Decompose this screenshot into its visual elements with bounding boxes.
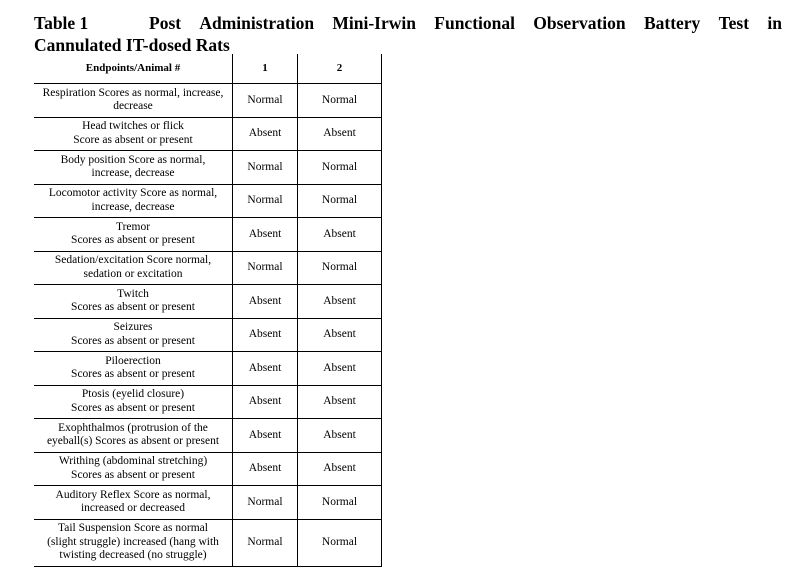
endpoint-text-line: increase, decrease: [91, 200, 175, 213]
endpoint-text-line: Tremor: [115, 220, 151, 233]
endpoint-text-line: Writhing (abdominal stretching): [58, 455, 208, 468]
table-row: [34, 486, 382, 520]
table-label: Table 1: [34, 13, 89, 33]
animal-2-result-cell: Absent: [298, 117, 382, 151]
title-word: Administration: [199, 13, 315, 33]
endpoint-text-line: Auditory Reflex Score as normal,: [55, 488, 211, 501]
table-row: [34, 352, 382, 386]
table-row: [34, 385, 382, 419]
endpoint-text-line: Score as absent or present: [73, 133, 193, 146]
caption-line-1: [34, 12, 782, 34]
animal-1-result-cell: Absent: [233, 117, 298, 151]
animal-1-result-cell: Normal: [233, 184, 298, 218]
animal-2-result-cell: Normal: [298, 184, 382, 218]
animal-2-result-cell: Normal: [298, 519, 382, 566]
table-body: [34, 84, 382, 567]
endpoint-text-line: twisting decreased (no struggle): [59, 549, 207, 562]
table-row: [34, 419, 382, 453]
endpoint-text-line: increase, decrease: [91, 167, 175, 180]
endpoint-text-line: increased or decreased: [80, 502, 186, 515]
endpoint-text-line: Ptosis (eyelid closure): [81, 388, 185, 401]
animal-1-result-cell: Absent: [233, 385, 298, 419]
header-animal-1: 1: [233, 54, 298, 84]
animal-2-result-cell: Normal: [298, 251, 382, 285]
endpoint-cell: [34, 419, 233, 453]
animal-1-result-cell: Normal: [233, 84, 298, 118]
table-header-row: [34, 54, 382, 84]
endpoint-cell: [34, 486, 233, 520]
endpoint-text-line: Scores as absent or present: [71, 334, 195, 347]
endpoint-text-line: Piloerection: [105, 354, 161, 367]
endpoint-text-line: Scores as absent or present: [71, 401, 195, 414]
observation-table: [34, 54, 382, 567]
header-endpoints: Endpoints/Animal #: [34, 54, 233, 84]
animal-1-result-cell: Normal: [233, 486, 298, 520]
table-row: [34, 117, 382, 151]
table-row: [34, 519, 382, 566]
animal-2-result-cell: Absent: [298, 419, 382, 453]
endpoint-text-line: Respiration Scores as normal, increase,: [42, 86, 224, 99]
endpoint-cell: [34, 285, 233, 319]
animal-2-result-cell: Absent: [298, 352, 382, 386]
table-row: [34, 151, 382, 185]
title-word: Mini-Irwin: [332, 13, 416, 33]
table-row: [34, 218, 382, 252]
table-row: [34, 318, 382, 352]
title-word: Test: [718, 13, 750, 33]
endpoint-text-line: Scores as absent or present: [71, 468, 195, 481]
endpoint-cell: [34, 84, 233, 118]
endpoint-cell: [34, 385, 233, 419]
animal-2-result-cell: Normal: [298, 151, 382, 185]
caption-line-2: Cannulated IT-dosed Rats: [34, 35, 230, 55]
endpoint-text-line: Scores as absent or present: [71, 368, 195, 381]
endpoint-text-line: Tail Suspension Score as normal: [58, 522, 208, 535]
animal-1-result-cell: Absent: [233, 419, 298, 453]
endpoint-cell: [34, 218, 233, 252]
endpoint-text-line: Seizures: [113, 321, 153, 334]
animal-2-result-cell: Absent: [298, 452, 382, 486]
endpoint-text-line: eyeball(s) Scores as absent or present: [46, 435, 220, 448]
endpoint-cell: [34, 452, 233, 486]
animal-2-result-cell: Normal: [298, 84, 382, 118]
animal-1-result-cell: Absent: [233, 352, 298, 386]
endpoint-text-line: Locomotor activity Score as normal,: [48, 187, 218, 200]
endpoint-cell: [34, 352, 233, 386]
animal-1-result-cell: Normal: [233, 519, 298, 566]
animal-1-result-cell: Absent: [233, 285, 298, 319]
title-word: Functional: [434, 13, 515, 33]
animal-2-result-cell: Absent: [298, 285, 382, 319]
table-caption: [34, 12, 782, 56]
table-row: [34, 184, 382, 218]
endpoint-text-line: Body position Score as normal,: [60, 153, 206, 166]
title-word: Post: [149, 13, 182, 33]
table-row: [34, 251, 382, 285]
endpoint-text-line: decrease: [113, 100, 153, 113]
animal-1-result-cell: Absent: [233, 318, 298, 352]
animal-2-result-cell: Normal: [298, 486, 382, 520]
endpoint-text-line: Scores as absent or present: [71, 234, 195, 247]
endpoint-cell: [34, 519, 233, 566]
animal-2-result-cell: Absent: [298, 385, 382, 419]
title-word: in: [767, 13, 782, 33]
animal-2-result-cell: Absent: [298, 318, 382, 352]
title-word: Observation: [533, 13, 626, 33]
endpoint-text-line: Scores as absent or present: [71, 301, 195, 314]
table-row: [34, 285, 382, 319]
endpoint-cell: [34, 117, 233, 151]
table-row: [34, 84, 382, 118]
endpoint-text-line: Twitch: [117, 287, 149, 300]
endpoint-text-line: Exophthalmos (protrusion of the: [58, 421, 208, 434]
animal-1-result-cell: Normal: [233, 251, 298, 285]
endpoint-cell: [34, 251, 233, 285]
animal-2-result-cell: Absent: [298, 218, 382, 252]
header-animal-2: 2: [298, 54, 382, 84]
endpoint-text-line: sedation or excitation: [83, 267, 183, 280]
endpoint-text-line: Sedation/excitation Score normal,: [54, 254, 212, 267]
endpoint-text-line: Head twitches or flick: [82, 120, 184, 133]
animal-1-result-cell: Normal: [233, 151, 298, 185]
endpoint-text-line: (slight struggle) increased (hang with: [47, 535, 219, 548]
endpoint-cell: [34, 151, 233, 185]
table-title-words: [149, 12, 782, 34]
animal-1-result-cell: Absent: [233, 218, 298, 252]
table-row: [34, 452, 382, 486]
endpoint-cell: [34, 318, 233, 352]
animal-1-result-cell: Absent: [233, 452, 298, 486]
endpoint-cell: [34, 184, 233, 218]
title-word: Battery: [643, 13, 701, 33]
